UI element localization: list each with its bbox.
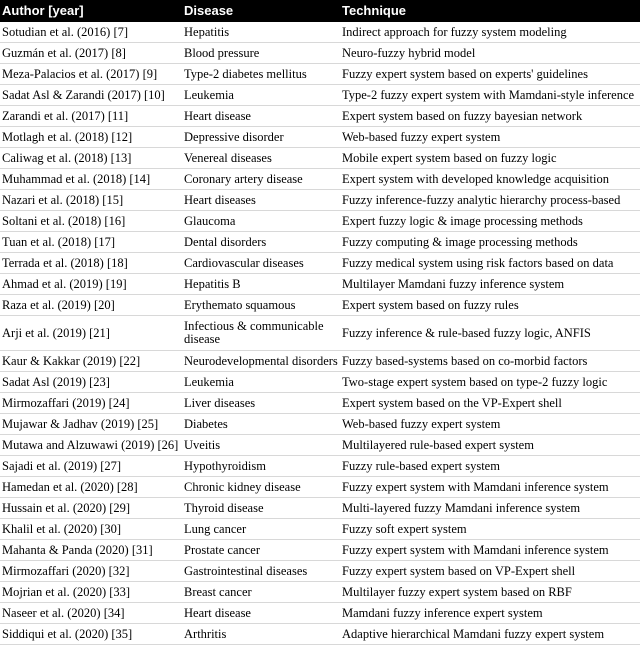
table-row — [0, 253, 640, 274]
table-row — [0, 85, 640, 106]
table-row — [0, 561, 640, 582]
cell-technique: Expert fuzzy logic & image processing methods — [340, 211, 640, 232]
table-row — [0, 211, 640, 232]
cell-author: Meza-Palacios et al. (2017) [9] — [0, 64, 182, 85]
cell-technique: Expert system with developed knowledge acquisition — [340, 169, 640, 190]
table-header — [0, 0, 640, 22]
cell-disease: Neurodevelopmental disorders — [182, 351, 340, 372]
cell-disease: Heart diseases — [182, 190, 340, 211]
cell-technique: Fuzzy based-systems based on co-morbid factors — [340, 351, 640, 372]
table-row — [0, 498, 640, 519]
cell-technique: Fuzzy expert system based on experts' guidelines — [340, 64, 640, 85]
cell-technique: Mobile expert system based on fuzzy logic — [340, 148, 640, 169]
cell-author: Tuan et al. (2018) [17] — [0, 232, 182, 253]
cell-disease: Hypothyroidism — [182, 456, 340, 477]
cell-disease: Hepatitis — [182, 22, 340, 43]
cell-technique: Expert system based on fuzzy rules — [340, 295, 640, 316]
cell-technique: Adaptive hierarchical Mamdani fuzzy expert system — [340, 624, 640, 645]
cell-author: Hamedan et al. (2020) [28] — [0, 477, 182, 498]
cell-author: Naseer et al. (2020) [34] — [0, 603, 182, 624]
cell-disease: Glaucoma — [182, 211, 340, 232]
cell-disease: Breast cancer — [182, 582, 340, 603]
table-body — [0, 22, 640, 645]
cell-technique: Web-based fuzzy expert system — [340, 127, 640, 148]
cell-author: Zarandi et al. (2017) [11] — [0, 106, 182, 127]
table-row — [0, 456, 640, 477]
cell-author: Mirmozaffari (2019) [24] — [0, 393, 182, 414]
cell-author: Arji et al. (2019) [21] — [0, 316, 182, 351]
cell-technique: Neuro-fuzzy hybrid model — [340, 43, 640, 64]
cell-disease: Blood pressure — [182, 43, 340, 64]
cell-disease: Depressive disorder — [182, 127, 340, 148]
table-row — [0, 351, 640, 372]
table-row — [0, 274, 640, 295]
table-row — [0, 295, 640, 316]
table-row — [0, 582, 640, 603]
cell-disease: Gastrointestinal diseases — [182, 561, 340, 582]
cell-technique: Two-stage expert system based on type-2 fuzzy logic — [340, 372, 640, 393]
cell-technique: Multilayer Mamdani fuzzy inference system — [340, 274, 640, 295]
table-row — [0, 393, 640, 414]
cell-author: Guzmán et al. (2017) [8] — [0, 43, 182, 64]
cell-author: Muhammad et al. (2018) [14] — [0, 169, 182, 190]
cell-author: Soltani et al. (2018) [16] — [0, 211, 182, 232]
cell-disease: Lung cancer — [182, 519, 340, 540]
header-author: Author [year] — [0, 0, 182, 22]
cell-disease: Hepatitis B — [182, 274, 340, 295]
cell-technique: Fuzzy inference & rule-based fuzzy logic, ANFIS — [340, 316, 640, 351]
cell-author: Raza et al. (2019) [20] — [0, 295, 182, 316]
cell-disease: Heart disease — [182, 106, 340, 127]
cell-technique: Fuzzy inference-fuzzy analytic hierarchy process-based — [340, 190, 640, 211]
cell-disease: Thyroid disease — [182, 498, 340, 519]
cell-disease: Leukemia — [182, 85, 340, 106]
table-row — [0, 190, 640, 211]
cell-technique: Fuzzy computing & image processing methods — [340, 232, 640, 253]
cell-technique: Indirect approach for fuzzy system modeling — [340, 22, 640, 43]
table-row — [0, 43, 640, 64]
cell-disease: Cardiovascular diseases — [182, 253, 340, 274]
cell-technique: Fuzzy expert system based on VP-Expert shell — [340, 561, 640, 582]
table-row — [0, 414, 640, 435]
cell-disease: Leukemia — [182, 372, 340, 393]
table-row — [0, 519, 640, 540]
table-row — [0, 477, 640, 498]
cell-author: Khalil et al. (2020) [30] — [0, 519, 182, 540]
cell-disease: Venereal diseases — [182, 148, 340, 169]
cell-disease: Coronary artery disease — [182, 169, 340, 190]
cell-technique: Fuzzy expert system with Mamdani inference system — [340, 477, 640, 498]
cell-disease: Liver diseases — [182, 393, 340, 414]
cell-author: Mirmozaffari (2020) [32] — [0, 561, 182, 582]
table-row — [0, 169, 640, 190]
table-row — [0, 22, 640, 43]
cell-technique: Web-based fuzzy expert system — [340, 414, 640, 435]
table-row — [0, 435, 640, 456]
cell-author: Terrada et al. (2018) [18] — [0, 253, 182, 274]
cell-author: Ahmad et al. (2019) [19] — [0, 274, 182, 295]
cell-technique: Expert system based on the VP-Expert shell — [340, 393, 640, 414]
cell-author: Mojrian et al. (2020) [33] — [0, 582, 182, 603]
cell-author: Mujawar & Jadhav (2019) [25] — [0, 414, 182, 435]
cell-disease: Uveitis — [182, 435, 340, 456]
header-technique: Technique — [340, 0, 640, 22]
cell-author: Caliwag et al. (2018) [13] — [0, 148, 182, 169]
cell-technique: Multilayered rule-based expert system — [340, 435, 640, 456]
cell-technique: Fuzzy soft expert system — [340, 519, 640, 540]
table-row — [0, 624, 640, 645]
cell-disease: Type-2 diabetes mellitus — [182, 64, 340, 85]
table-row — [0, 127, 640, 148]
cell-disease: Dental disorders — [182, 232, 340, 253]
table-row — [0, 64, 640, 85]
cell-disease: Heart disease — [182, 603, 340, 624]
cell-technique: Mamdani fuzzy inference expert system — [340, 603, 640, 624]
cell-disease: Erythemato squamous — [182, 295, 340, 316]
cell-author: Kaur & Kakkar (2019) [22] — [0, 351, 182, 372]
cell-author: Hussain et al. (2020) [29] — [0, 498, 182, 519]
cell-author: Siddiqui et al. (2020) [35] — [0, 624, 182, 645]
cell-author: Mahanta & Panda (2020) [31] — [0, 540, 182, 561]
cell-technique: Fuzzy rule-based expert system — [340, 456, 640, 477]
cell-technique: Multi-layered fuzzy Mamdani inference system — [340, 498, 640, 519]
cell-author: Sadat Asl & Zarandi (2017) [10] — [0, 85, 182, 106]
header-disease: Disease — [182, 0, 340, 22]
header-row — [0, 0, 640, 22]
cell-disease: Arthritis — [182, 624, 340, 645]
table-row — [0, 603, 640, 624]
table-row — [0, 148, 640, 169]
cell-author: Nazari et al. (2018) [15] — [0, 190, 182, 211]
cell-technique: Fuzzy expert system with Mamdani inference system — [340, 540, 640, 561]
cell-author: Mutawa and Alzuwawi (2019) [26] — [0, 435, 182, 456]
table-row — [0, 316, 640, 351]
table-row — [0, 540, 640, 561]
cell-technique: Fuzzy medical system using risk factors based on data — [340, 253, 640, 274]
cell-author: Sotudian et al. (2016) [7] — [0, 22, 182, 43]
cell-technique: Multilayer fuzzy expert system based on RBF — [340, 582, 640, 603]
table-row — [0, 372, 640, 393]
cell-disease: Diabetes — [182, 414, 340, 435]
table-row — [0, 232, 640, 253]
cell-technique: Type-2 fuzzy expert system with Mamdani-style inference — [340, 85, 640, 106]
cell-author: Sajadi et al. (2019) [27] — [0, 456, 182, 477]
cell-author: Sadat Asl (2019) [23] — [0, 372, 182, 393]
cell-author: Motlagh et al. (2018) [12] — [0, 127, 182, 148]
table-row — [0, 106, 640, 127]
cell-technique: Expert system based on fuzzy bayesian network — [340, 106, 640, 127]
cell-disease: Chronic kidney disease — [182, 477, 340, 498]
cell-disease: Prostate cancer — [182, 540, 340, 561]
cell-disease: Infectious & communicable disease — [182, 316, 340, 351]
